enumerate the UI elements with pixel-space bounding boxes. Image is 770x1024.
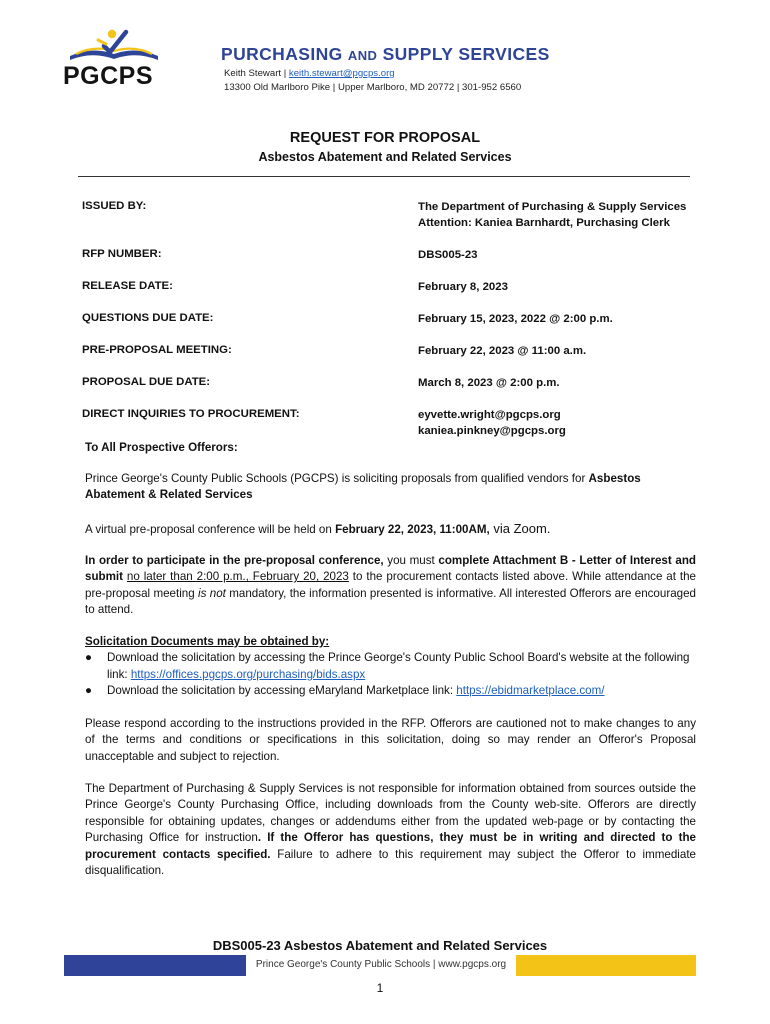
- solicitation-heading: Solicitation Documents may be obtained by:: [85, 635, 330, 648]
- rfp-number-label: RFP NUMBER:: [82, 248, 162, 260]
- logo-text: PGCPS: [63, 62, 154, 90]
- department-title: PURCHASING AND SUPPLY SERVICES: [221, 44, 550, 64]
- contact-name: Keith Stewart |: [224, 68, 289, 79]
- page-number: 1: [376, 981, 384, 995]
- issued-by-label: ISSUED BY:: [82, 200, 147, 212]
- preproposal-value: February 22, 2023 @ 11:00 a.m.: [418, 345, 587, 357]
- proposal-due-value: March 8, 2023 @ 2:00 p.m.: [418, 377, 560, 389]
- title-divider: [78, 176, 690, 177]
- paragraph-instructions: Please respond according to the instructions provided in the RFP. Offerors are cautioned not to make changes to any of the terms and conditions or specifications in this solicitation, doing so may render an Offeror's Proposal unacceptable and subject to rejection.: [85, 717, 696, 763]
- bullet-icon: ●: [85, 684, 93, 698]
- inquiries-label: DIRECT INQUIRIES TO PROCUREMENT:: [82, 408, 300, 420]
- bullet-icon: ●: [85, 651, 93, 665]
- paragraph-responsibility: The Department of Purchasing & Supply Services is not responsible for information obtained from sources outside the Prince George's County Purchasing Office, including downloads from the County web-site. Offerors are directly responsible for obtaining updates, changes or addendums either from the updated web-page or by contacting the Purchasing Office for instruction. If the Offeror has questions, they must be in writing and directed to the procurement contacts specified. Failure to adhere to this requirement may subject the Offeror to immediate disqualification.: [85, 782, 697, 878]
- footer-title: DBS005-23 Asbestos Abatement and Related Services: [212, 938, 548, 953]
- questions-due-value: February 15, 2023, 2022 @ 2:00 p.m.: [418, 313, 613, 325]
- contact-email-link[interactable]: keith.stewart@pgcps.org: [288, 68, 395, 79]
- bullet-item-emaryland: ● Download the solicitation by accessing eMaryland Marketplace link: https://ebidmarketplace.com/: [85, 683, 696, 699]
- paragraph-participation: In order to participate in the pre-proposal conference, you must complete Attachment B - Letter of Interest and submit no later than 2:00 p.m., February 20, 2023 to the procurement contacts listed above. While attendance at the pre-proposal meeting is not mandatory, the information presented is informative. All interested Offerors are encouraged to attend.: [85, 554, 696, 617]
- contact-address: 13300 Old Marlboro Pike | Upper Marlboro, MD 20772 | 301-952 6560: [224, 82, 522, 93]
- footer-band: [64, 955, 696, 976]
- document-title: REQUEST FOR PROPOSAL: [289, 130, 481, 146]
- footer-band-yellow: [516, 955, 696, 976]
- bullet-item-website: ● Download the solicitation by accessing the Prince George's County Public School Board's website at the following link: https://offices.pgcps.org/purchasing/bids.aspx: [85, 651, 690, 681]
- salutation: To All Prospective Offerors:: [85, 441, 238, 454]
- inquiries-value: [418, 407, 566, 439]
- issued-by-value: The Department of Purchasing & Supply Services Attention: Kaniea Barnhardt, Purchasing Clerk: [418, 201, 687, 229]
- header-contact: [224, 67, 521, 95]
- rfp-number-value: DBS005-23: [418, 249, 478, 261]
- questions-due-label: QUESTIONS DUE DATE:: [82, 312, 214, 324]
- paragraph-intro: Prince George's County Public Schools (PGCPS) is soliciting proposals from qualified vendors for Asbestos Abatement & Related Services: [85, 472, 641, 502]
- inquiry-email-1[interactable]: eyvette.wright@pgcps.org: [418, 409, 561, 421]
- emaryland-link[interactable]: https://ebidmarketplace.com/: [456, 684, 605, 698]
- footer-band-blue: [64, 955, 246, 976]
- proposal-due-label: PROPOSAL DUE DATE:: [82, 376, 211, 388]
- inquiry-email-2[interactable]: kaniea.pinkney@pgcps.org: [418, 425, 566, 437]
- paragraph-virtual-conference: A virtual pre-proposal conference will be held on February 22, 2023, 11:00AM, via Zoom.: [85, 521, 551, 536]
- bids-page-link[interactable]: https://offices.pgcps.org/purchasing/bids.aspx: [130, 667, 366, 681]
- footer-band-text: Prince George's County Public Schools | www.pgcps.org: [255, 959, 507, 970]
- document-subtitle: Asbestos Abatement and Related Services: [258, 150, 512, 164]
- release-date-value: February 8, 2023: [418, 281, 508, 293]
- solicitation-documents: [85, 634, 696, 700]
- preproposal-label: PRE-PROPOSAL MEETING:: [82, 344, 232, 356]
- release-date-label: RELEASE DATE:: [82, 280, 173, 292]
